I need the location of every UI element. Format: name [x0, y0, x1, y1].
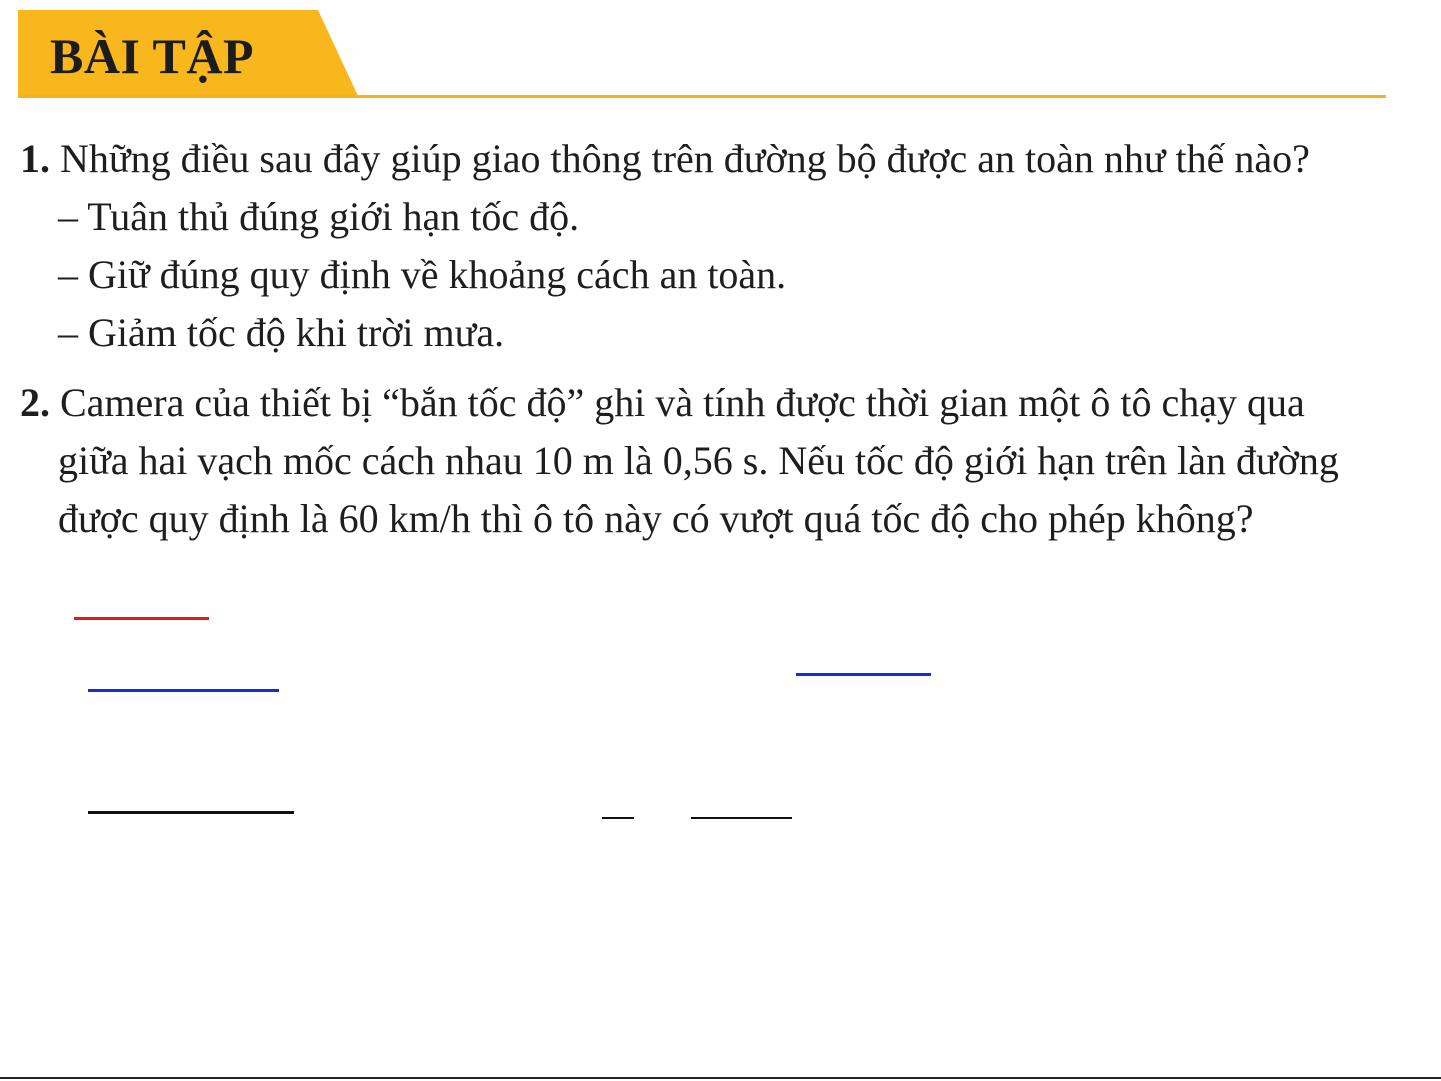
- exercise-2-number: 2.: [20, 380, 50, 425]
- exercise-2-line: được quy định là 60 km/h thì ô tô này có vượt quá tốc độ cho phép không?: [58, 496, 1254, 541]
- black-underline-mark: [88, 811, 294, 814]
- header-divider: [18, 95, 1386, 98]
- exercise-1-question: [20, 130, 1310, 188]
- exercise-1-number: 1.: [20, 136, 50, 181]
- exercise-1-bullet: – Giữ đúng quy định về khoảng cách an toàn.: [58, 252, 787, 297]
- exercise-1-bullet: – Giảm tốc độ khi trời mưa.: [58, 310, 505, 355]
- exercise-2-line: [20, 374, 1305, 432]
- black-underline-mark: [602, 817, 634, 819]
- black-underline-mark: [691, 817, 792, 819]
- exercise-1-bullet: – Tuân thủ đúng giới hạn tốc độ.: [58, 194, 580, 239]
- blue-underline-mark: [796, 673, 931, 676]
- exercise-2-line: giữa hai vạch mốc cách nhau 10 m là 0,56 s. Nếu tốc độ giới hạn trên làn đường: [58, 438, 1339, 483]
- exercise-2-text: Camera của thiết bị “bắn tốc độ” ghi và tính được thời gian một ô tô chạy qua: [60, 380, 1305, 425]
- red-underline-mark: [74, 617, 209, 620]
- blue-underline-mark: [88, 689, 279, 692]
- bottom-divider: [0, 1077, 1441, 1079]
- section-title: BÀI TẬP: [50, 28, 255, 84]
- exercise-1-text: Những điều sau đây giúp giao thông trên đường bộ được an toàn như thế nào?: [60, 136, 1310, 181]
